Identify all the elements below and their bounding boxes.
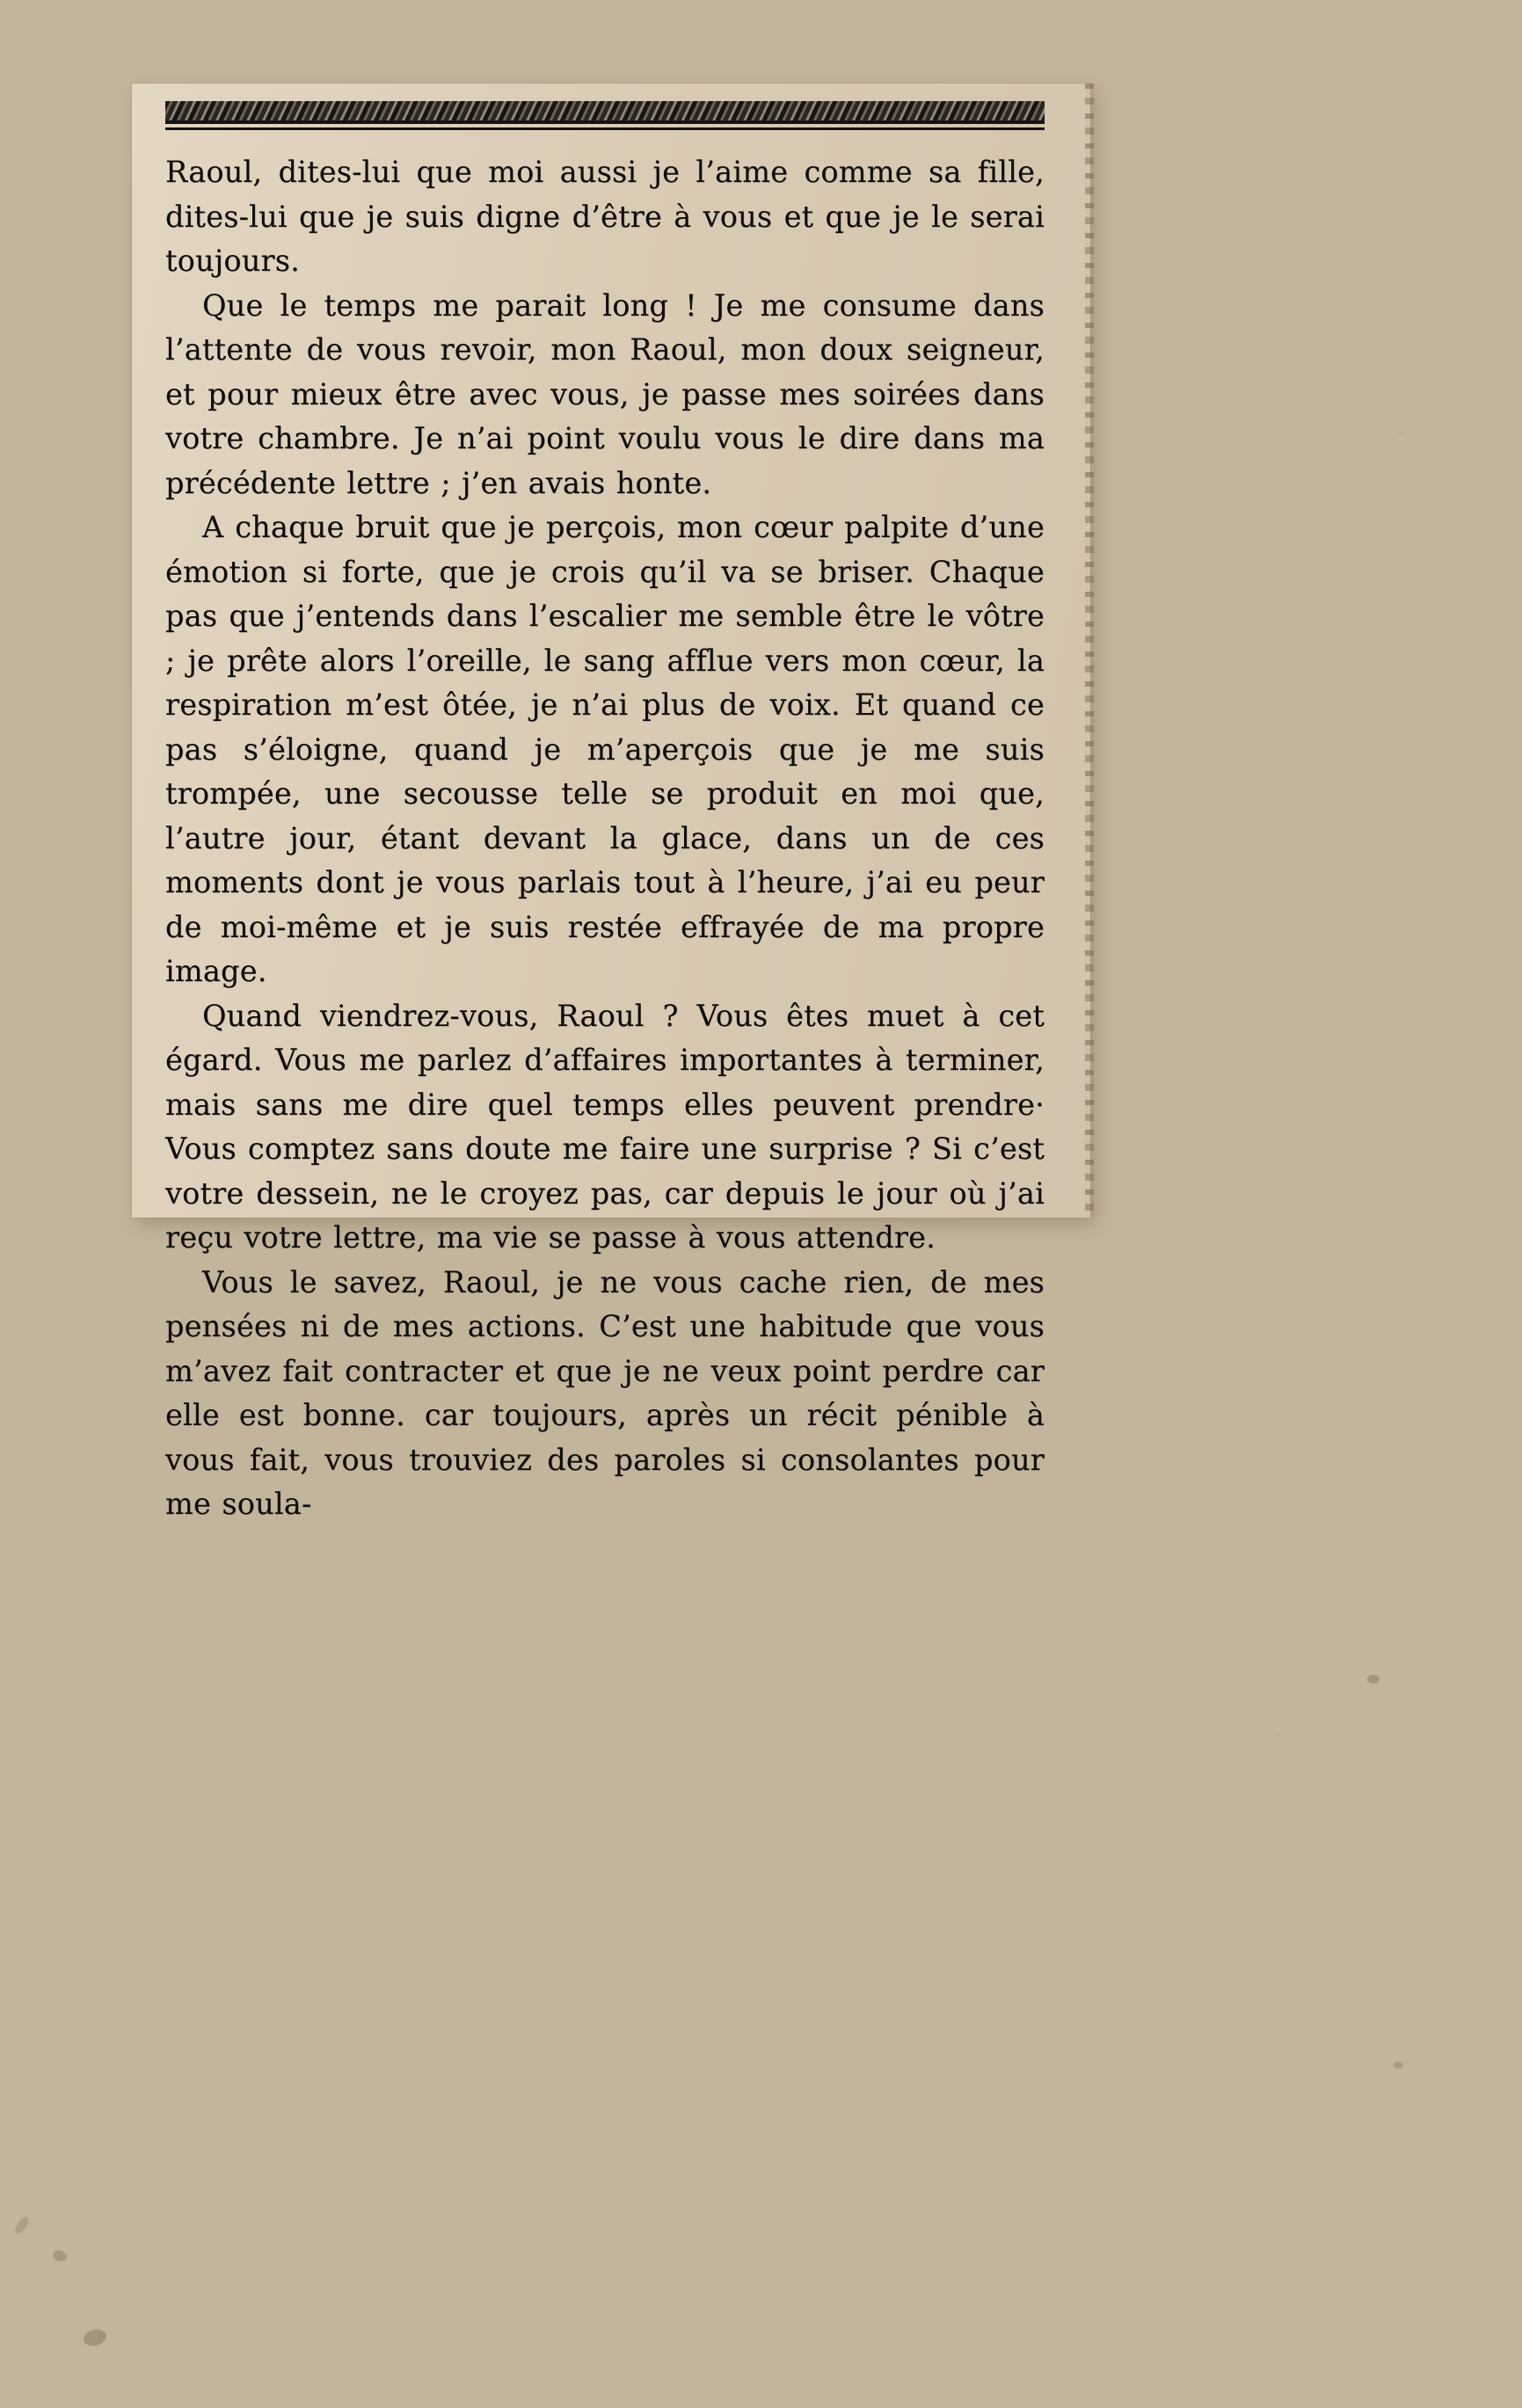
paper-stain — [51, 2249, 68, 2264]
paragraph: A chaque bruit que je perçois, mon cœur palpite d’une émotion si forte, que je crois qu’il va se briser. Chaque pas que j’entends dans l’escalier me semble être le vôtre ; je prête alors l’oreille, le sang afflue vers mon cœur, la respiration m’est ôtée, je n’ai plus de voix. Et quand ce pas s’éloigne, quand je m’aperçois que je me suis trompée, une secousse telle se produit en moi que, l’autre jour, étant devant la glace, dans un de ces moments dont je vous parlais tout à l’heure, j’ai eu peur de moi-même et je suis restée effrayée de ma propre image. — [165, 510, 1045, 988]
text-column — [165, 150, 1045, 1527]
paragraph: Que le temps me parait long ! Je me consume dans l’attente de vous revoir, mon Raoul, mon doux seigneur, et pour mieux être avec vous, je passe mes soirées dans votre chambre. Je n’ai point voulu vous le dire dans ma précédente lettre ; j’en avais honte. — [165, 287, 1045, 500]
paper-stain — [82, 2327, 108, 2348]
paragraph: Raoul, dites-lui que moi aussi je l’aime comme sa fille, dites-lui que je suis digne d’être à vous et que je le serai toujours. — [165, 155, 1045, 278]
torn-edge — [1085, 84, 1094, 1218]
paper-stain — [1394, 2062, 1403, 2069]
paragraph: Quand viendrez-vous, Raoul ? Vous êtes muet à cet égard. Vous me parlez d’affaires importantes à terminer, mais sans me dire quel temps elles peuvent prendre· Vous comptez sans doute me faire une surprise ? Si c’est votre dessein, ne le croyez pas, car depuis le jour où j’ai reçu votre lettre, ma vie se passe à vous attendre. — [165, 998, 1045, 1255]
paragraph: Vous le savez, Raoul, je ne vous cache rien, de mes pensées ni de mes actions. C’est une habitude que vous m’avez fait contracter et que je ne veux point perdre car elle est bonne. car toujours, après un récit pénible à vous fait, vous trouviez des paroles si consolantes pour me soula- — [165, 1264, 1045, 1521]
decorative-rule-ornament — [165, 101, 1045, 124]
newspaper-clipping — [132, 84, 1090, 1521]
paper-stain — [13, 2215, 32, 2236]
paper-stain — [1367, 1675, 1380, 1684]
